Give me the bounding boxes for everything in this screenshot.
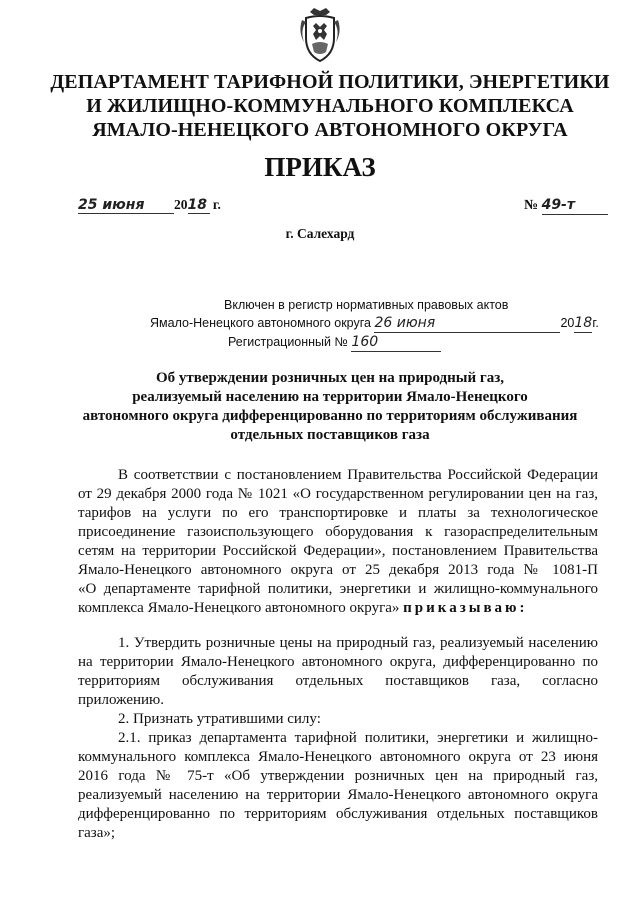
item-2-paragraph xyxy=(78,710,598,729)
reg-date-handwritten: 26 июня xyxy=(374,315,436,331)
preamble-line: «О департаменте тарифной политики, энергетики и жилищно-коммунального xyxy=(78,581,598,597)
preamble-line: сетям на территории Российской Федерации», постановлением Правительства xyxy=(78,543,598,559)
preamble-line: от 29 декабря 2000 года № 1021 «О государственном регулировании цен на газ, xyxy=(78,486,598,502)
item-line: газа»; xyxy=(78,825,116,841)
registration-block xyxy=(150,296,599,352)
preamble-line: Ямало-Ненецкого автономного округа от 25 декабря 2013 года № 1081-П xyxy=(78,562,598,578)
reg-year-prefix: 20 xyxy=(560,316,575,330)
reg-number-label: Регистрационный № xyxy=(228,335,348,349)
reg-date-field xyxy=(374,314,560,333)
item-line: территориям обслуживания отдельных поставщиков газа, согласно xyxy=(78,673,598,689)
year-suffix: г. xyxy=(212,197,221,212)
item-line: 1. Утвердить розничные цены на природный газ, реализуемый населению xyxy=(118,635,598,651)
order-number xyxy=(524,197,608,215)
item-line: 2. Признать утратившими силу: xyxy=(118,711,321,727)
preamble-last-text: комплекса Ямало-Ненецкого автономного округа» xyxy=(78,600,400,616)
year-handwritten: 18 xyxy=(187,197,207,213)
title-line-2: реализуемый населению на территории Ямало-Ненецкого xyxy=(132,389,528,405)
reg-number-handwritten: 160 xyxy=(351,334,379,350)
year-prefix: 20 xyxy=(174,197,188,212)
reg-line-2-prefix: Ямало-Ненецкого автономного округа xyxy=(150,316,371,330)
item-line: реализуемый населению на территории Ямало-Ненецкого автономного округа xyxy=(78,787,598,803)
order-word: приказываю: xyxy=(403,600,528,616)
date-field xyxy=(78,197,174,214)
item-line: коммунального комплекса Ямало-Ненецкого автономного округа от 23 июня xyxy=(78,749,598,765)
preamble-line: В соответствии с постановлением Правительства Российской Федерации xyxy=(118,467,598,483)
number-field xyxy=(542,197,608,215)
year-field xyxy=(188,197,210,214)
city: г. Салехард xyxy=(285,226,355,241)
coat-of-arms-icon xyxy=(296,6,344,64)
order-date xyxy=(78,197,221,214)
item-2-1-paragraph xyxy=(78,729,598,843)
reg-line-2 xyxy=(150,314,599,333)
preamble-line: присоединение газоиспользующего оборудования к газораспределительным xyxy=(78,524,598,540)
item-1-paragraph xyxy=(78,634,598,710)
item-line: на территории Ямало-Ненецкого автономного округа, дифференцированно по xyxy=(78,654,598,670)
date-handwritten: 25 июня xyxy=(78,197,145,213)
item-line: 2016 года № 75-т «Об утверждении розничных цен на природный газ, xyxy=(78,768,598,784)
reg-year-field xyxy=(574,314,592,333)
reg-line-3 xyxy=(150,333,599,352)
preamble-line: тарифов на услуги по его транспортировке и платы за технологическое xyxy=(78,505,598,521)
preamble-paragraph xyxy=(78,466,598,618)
number-handwritten: 49-т xyxy=(541,197,575,213)
dept-line-2: И ЖИЛИЩНО-КОММУНАЛЬНОГО КОМПЛЕКСА xyxy=(86,95,574,117)
document-title xyxy=(60,369,600,445)
dept-line-3: ЯМАЛО-НЕНЕЦКОГО АВТОНОМНОГО ОКРУГА xyxy=(92,119,568,141)
reg-year-handwritten: 18 xyxy=(574,315,593,331)
doc-type: ПРИКАЗ xyxy=(264,152,376,182)
title-line-3: автономного округа дифференцированно по территориям обслуживания xyxy=(82,408,578,424)
item-line: дифференцированно по территориям обслуживания отдельных поставщиков xyxy=(78,806,598,822)
title-line-4: отдельных поставщиков газа xyxy=(230,427,430,443)
item-line: приложению. xyxy=(78,692,165,708)
reg-number-field xyxy=(351,333,441,352)
dept-line-1: ДЕПАРТАМЕНТ ТАРИФНОЙ ПОЛИТИКИ, ЭНЕРГЕТИКИ xyxy=(50,71,610,93)
reg-year-suffix: г. xyxy=(592,316,599,330)
preamble-line xyxy=(78,599,598,618)
department-header xyxy=(40,70,620,142)
number-sign: № xyxy=(524,198,539,213)
title-line-1: Об утверждении розничных цен на природный газ, xyxy=(156,370,504,386)
reg-line-1: Включен в регистр нормативных правовых актов xyxy=(224,298,509,312)
item-line: 2.1. приказ департамента тарифной политики, энергетики и жилищно- xyxy=(118,730,598,746)
